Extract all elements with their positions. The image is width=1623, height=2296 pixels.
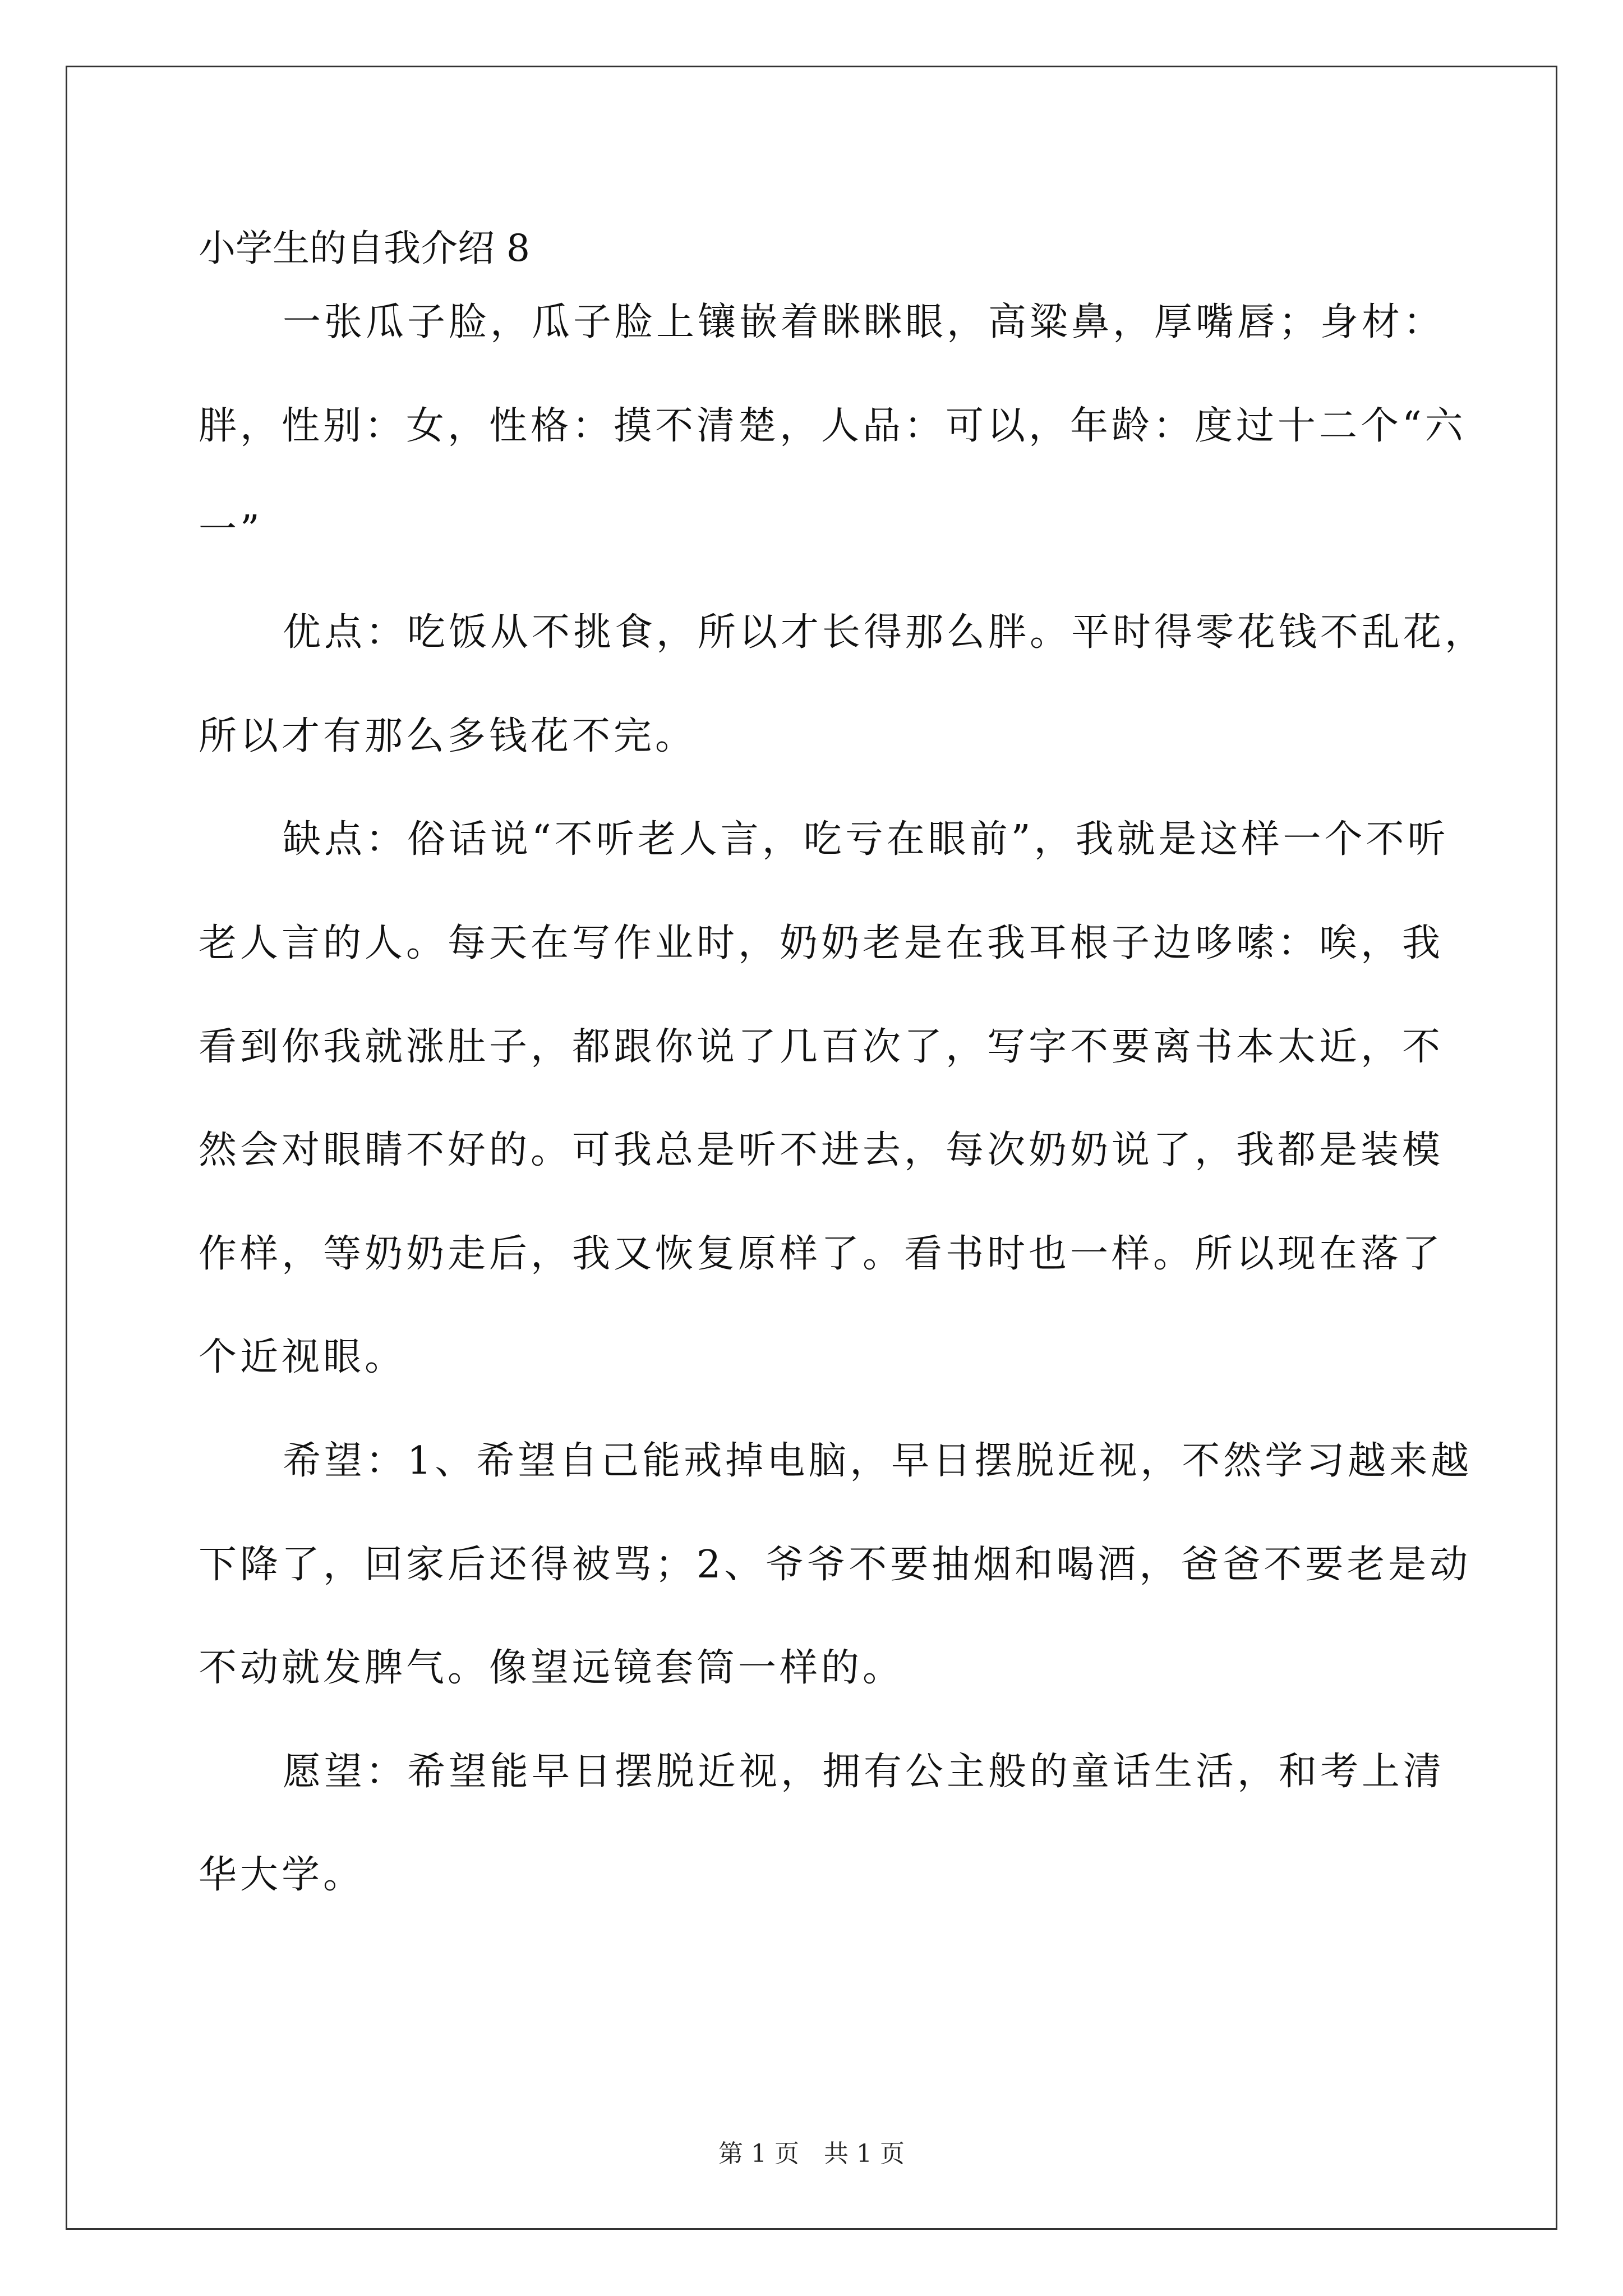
body-line: 不动就发脾气。像望远镜套筒一样的。 (199, 1646, 905, 1690)
body-line: 作样，等奶奶走后，我又恢复原样了。看书时也一样。所以现在落了 (199, 1232, 1444, 1276)
body-line: 所以才有那么多钱花不完。 (199, 714, 697, 758)
page-number-footer: 第 1 页 共 1 页 (718, 2139, 905, 2168)
body-line: 然会对眼睛不好的。可我总是听不进去，每次奶奶说了，我都是装模 (199, 1128, 1444, 1172)
body-line: 一张瓜子脸，瓜子脸上镶嵌着眯眯眼，高粱鼻，厚嘴唇；身材： (283, 300, 1445, 344)
body-line: 老人言的人。每天在写作业时，奶奶老是在我耳根子边哆嗦：唉，我 (199, 921, 1444, 965)
body-line: 愿望：希望能早日摆脱近视，拥有公主般的童话生活，和考上清 (283, 1750, 1445, 1794)
body-line: 个近视眼。 (199, 1335, 407, 1379)
body-line: 胖，性别：女，性格：摸不清楚，人品：可以，年龄：度过十二个“六 (199, 404, 1467, 448)
document-title: 小学生的自我介绍 8 (199, 227, 530, 270)
body-line: 下降了，回家后还得被骂；2、爷爷不要抽烟和喝酒，爸爸不要老是动 (199, 1543, 1472, 1587)
body-line: 看到你我就涨肚子，都跟你说了几百次了，写字不要离书本太近，不 (199, 1025, 1444, 1069)
body-line: 希望：1、希望自己能戒掉电脑，早日摆脱近视，不然学习越来越 (283, 1439, 1473, 1483)
body-line: 一” (199, 508, 263, 552)
body-line: 华大学。 (199, 1853, 365, 1897)
body-line: 优点：吃饭从不挑食，所以才长得那么胖。平时得零花钱不乱花， (283, 610, 1487, 655)
body-line: 缺点：俗话说“不听老人言，吃亏在眼前”，我就是这样一个不听 (283, 817, 1449, 862)
